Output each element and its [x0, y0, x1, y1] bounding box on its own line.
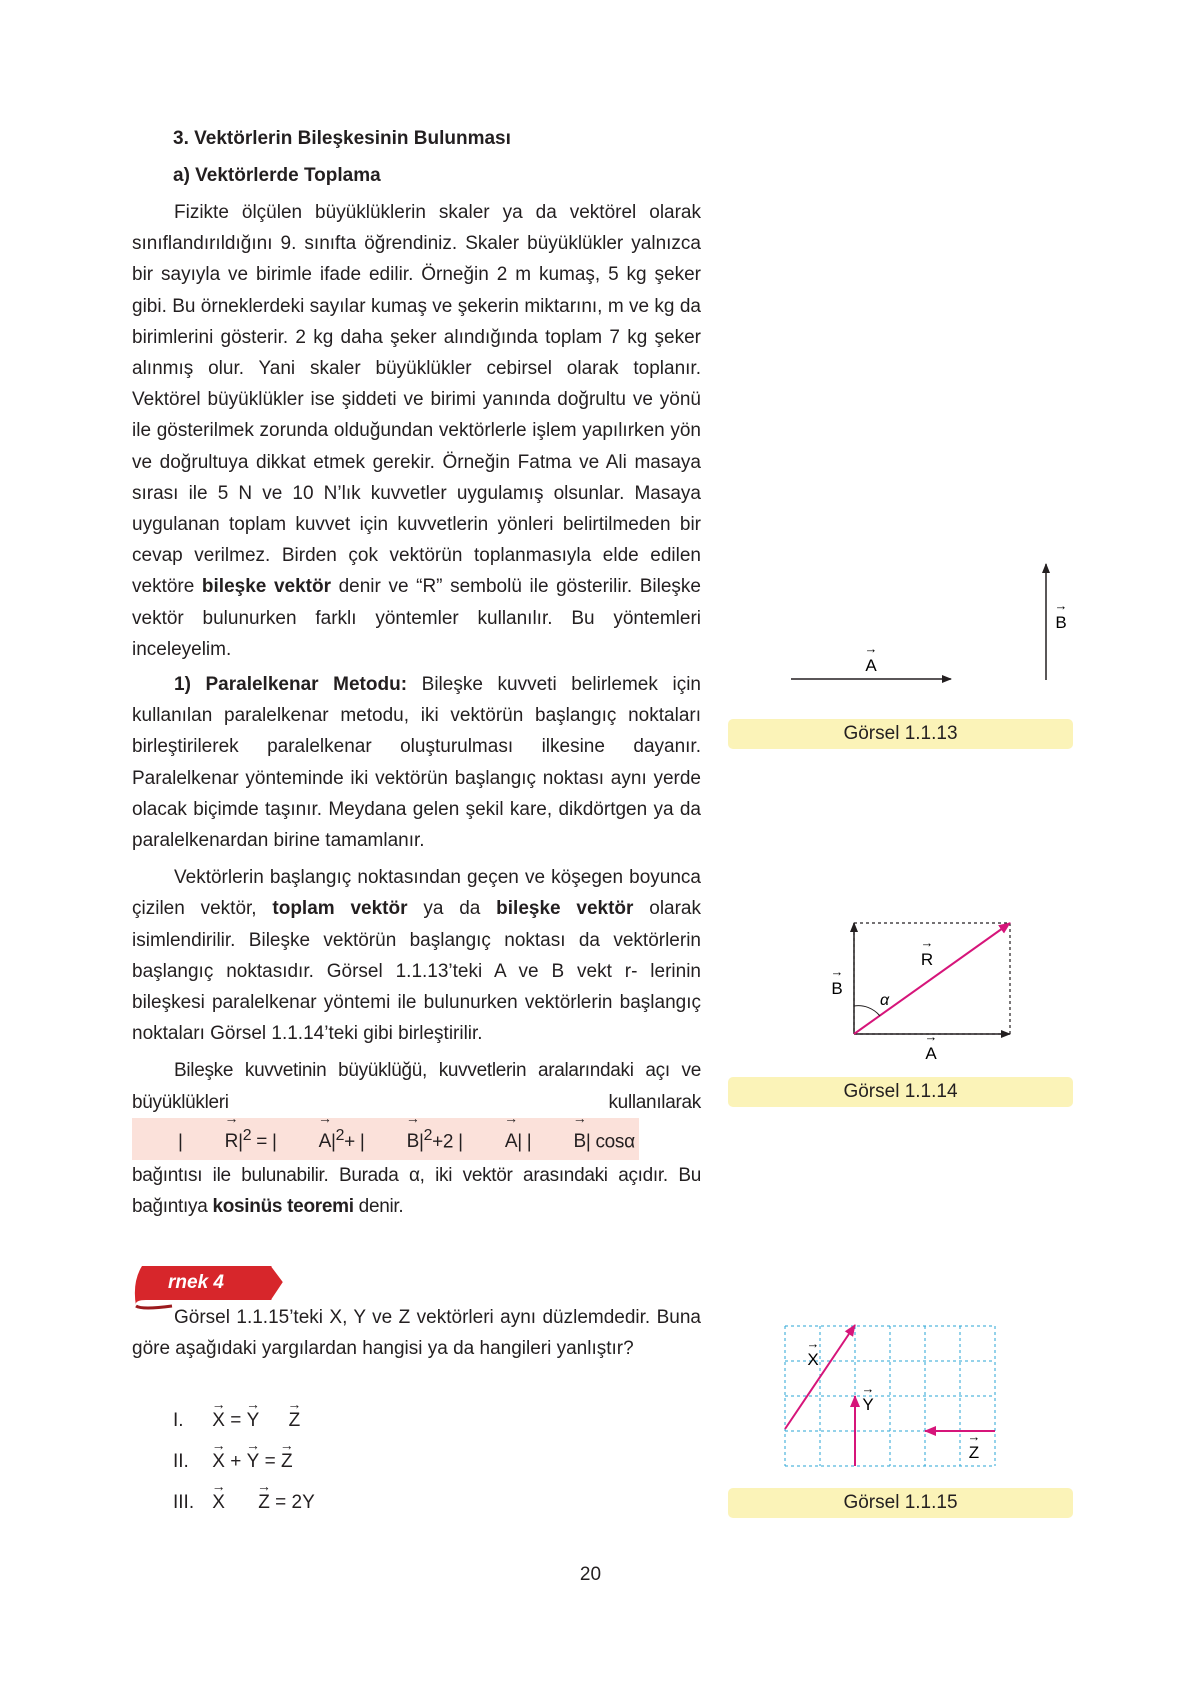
- paragraph-3: Vektörlerin başlangıç noktasından geçen ve köşegen boyunca çizilen vektör, toplam vektör ya da bileşke vektör olarak isimlendirilir. Bileşke vektörün başlangıç noktası da vektörlerin başlangıç noktasıdır. Görsel 1.1.13’teki A ve B vekt r- lerinin bileşkesi paralelkenar yöntemi ile bulunurken vektörlerin başlangıç noktaları Görsel 1.1.14’teki gibi birleştirilir.: [132, 867, 701, 1045]
- vector-b-overarrow: →: [830, 964, 844, 979]
- figure-1-1-15: [780, 1320, 1010, 1480]
- vector-y-overarrow: →: [861, 1381, 875, 1396]
- caption-1-1-15: Görsel 1.1.15: [728, 1488, 1073, 1518]
- vector-z-overarrow: →: [967, 1429, 981, 1444]
- vector-b-overarrow: →: [1054, 598, 1068, 613]
- vector-r-overarrow: →: [920, 935, 934, 950]
- vector-b-label: B: [831, 979, 843, 998]
- example-question: Görsel 1.1.15’teki X, Y ve Z vektörleri aynı düzlemdedir. Buna göre aşağıdaki yargılardan hangisi ya da hangileri yanlıştır?: [132, 1307, 701, 1360]
- cosine-formula: |→ $R|^2$ = |→ $A|^2+$ |→ $B|^2+2$ |→ A| |→ B| cosα: [132, 1118, 639, 1160]
- subsection-heading: a) Vektörlerde Toplama: [173, 165, 381, 186]
- caption-1-1-14: Görsel 1.1.14: [728, 1077, 1073, 1107]
- vector-a-label: A: [865, 656, 877, 675]
- statement-3: III. → X → Z = 2Y: [173, 1492, 315, 1514]
- statement-2: II. → X + → Y = → Z: [173, 1451, 293, 1473]
- vector-y-label: Y: [862, 1395, 874, 1414]
- alpha-label: α: [880, 992, 890, 1009]
- vector-r-label: R: [920, 950, 934, 969]
- figure-1-1-14: [800, 905, 1030, 1065]
- vector-z-label: Z: [968, 1443, 980, 1462]
- paragraph-2: 1) Paralelkenar Metodu: Bileşke kuvveti belirlemek için kullanılan paralelkenar metodu, iki vektörün başlangıç noktaları birleştirilerek paralelkenar oluşturulması ilkesine dayanır. Paralelkenar yönteminde iki vektörün başlangıç noktası aynı yerde olacak biçimde taşınır. Meydana gelen şekil kare, dikdörtgen ya da paralelkenardan birine tamamlanır.: [132, 674, 701, 852]
- paragraph-4: Bileşke kuvvetinin büyüklüğü, kuvvetlerin aralarındaki açı ve büyüklükleri kullanılarak |→ $R|^2$ = |→ $A|^2+$ |→ $B|^2+2$ |→ A| |→ B| cosα bağıntısı ile bulunabilir. Burada α, iki vektör arasındaki açıdır. Bu bağıntıya kosinüs teoremi denir.: [132, 1055, 701, 1222]
- caption-1-1-13: Görsel 1.1.13: [728, 719, 1073, 749]
- vector-a-overarrow: →: [924, 1029, 938, 1044]
- vector-b-label: B: [1055, 613, 1067, 632]
- paragraph-1: Fizikte ölçülen büyüklüklerin skaler ya da vektörel olarak sınıflandırıldığını 9. sınıfta öğrendiniz. Skaler büyüklükler yalnızca bir sayıyla ve birimle ifade edilir. Örneğin 2 m kumaş, 5 kg şeker gibi. Bu örneklerdeki sayılar kumaş ve şekerin miktarını, m ve kg da birimlerini gösterir. 2 kg daha şeker alındığında toplam 7 kg şeker alınmış olur. Yani skaler büyüklükler cebirsel olarak toplanır. Vektörel büyüklükler ise şiddeti ve birimi yanında doğrultu ve yönü ile gösterilmek zorunda olduğundan vektörlerle işlem yapılırken yön ve doğrultuya dikkat etmek gerekir. Örneğin Fatma ve Ali masaya sırası ile 5 N ve 10 N’lık kuvvetler uygulamış olsunlar. Masaya uygulanan toplam kuvvet için kuvvetlerin yönleri belirtilmeden bir cevap verilmez. Birden çok vektörün toplanmasıyla elde edilen vektöre bileşke vektör denir ve “R” sembolü ile gösterilir. Bileşke vektör bulunurken farklı yöntemler kullanılır. Bu yöntemleri inceleyelim.: [132, 202, 701, 660]
- section-heading: 3. Vektörlerin Bileşkesinin Bulunması: [173, 128, 511, 149]
- vector-x-label: X: [807, 1350, 819, 1369]
- text-column: [132, 197, 701, 1223]
- figure-1-1-13: [728, 540, 1073, 690]
- example-badge-label: rnek 4: [168, 1272, 224, 1293]
- statement-1: I. → X = → Y → Z: [173, 1410, 300, 1432]
- page-number: 20: [579, 1564, 602, 1585]
- vector-a-overarrow: →: [864, 641, 878, 656]
- vector-a-label: A: [925, 1044, 937, 1063]
- angle-arc: [854, 1006, 880, 1016]
- vector-x-overarrow: →: [806, 1336, 820, 1351]
